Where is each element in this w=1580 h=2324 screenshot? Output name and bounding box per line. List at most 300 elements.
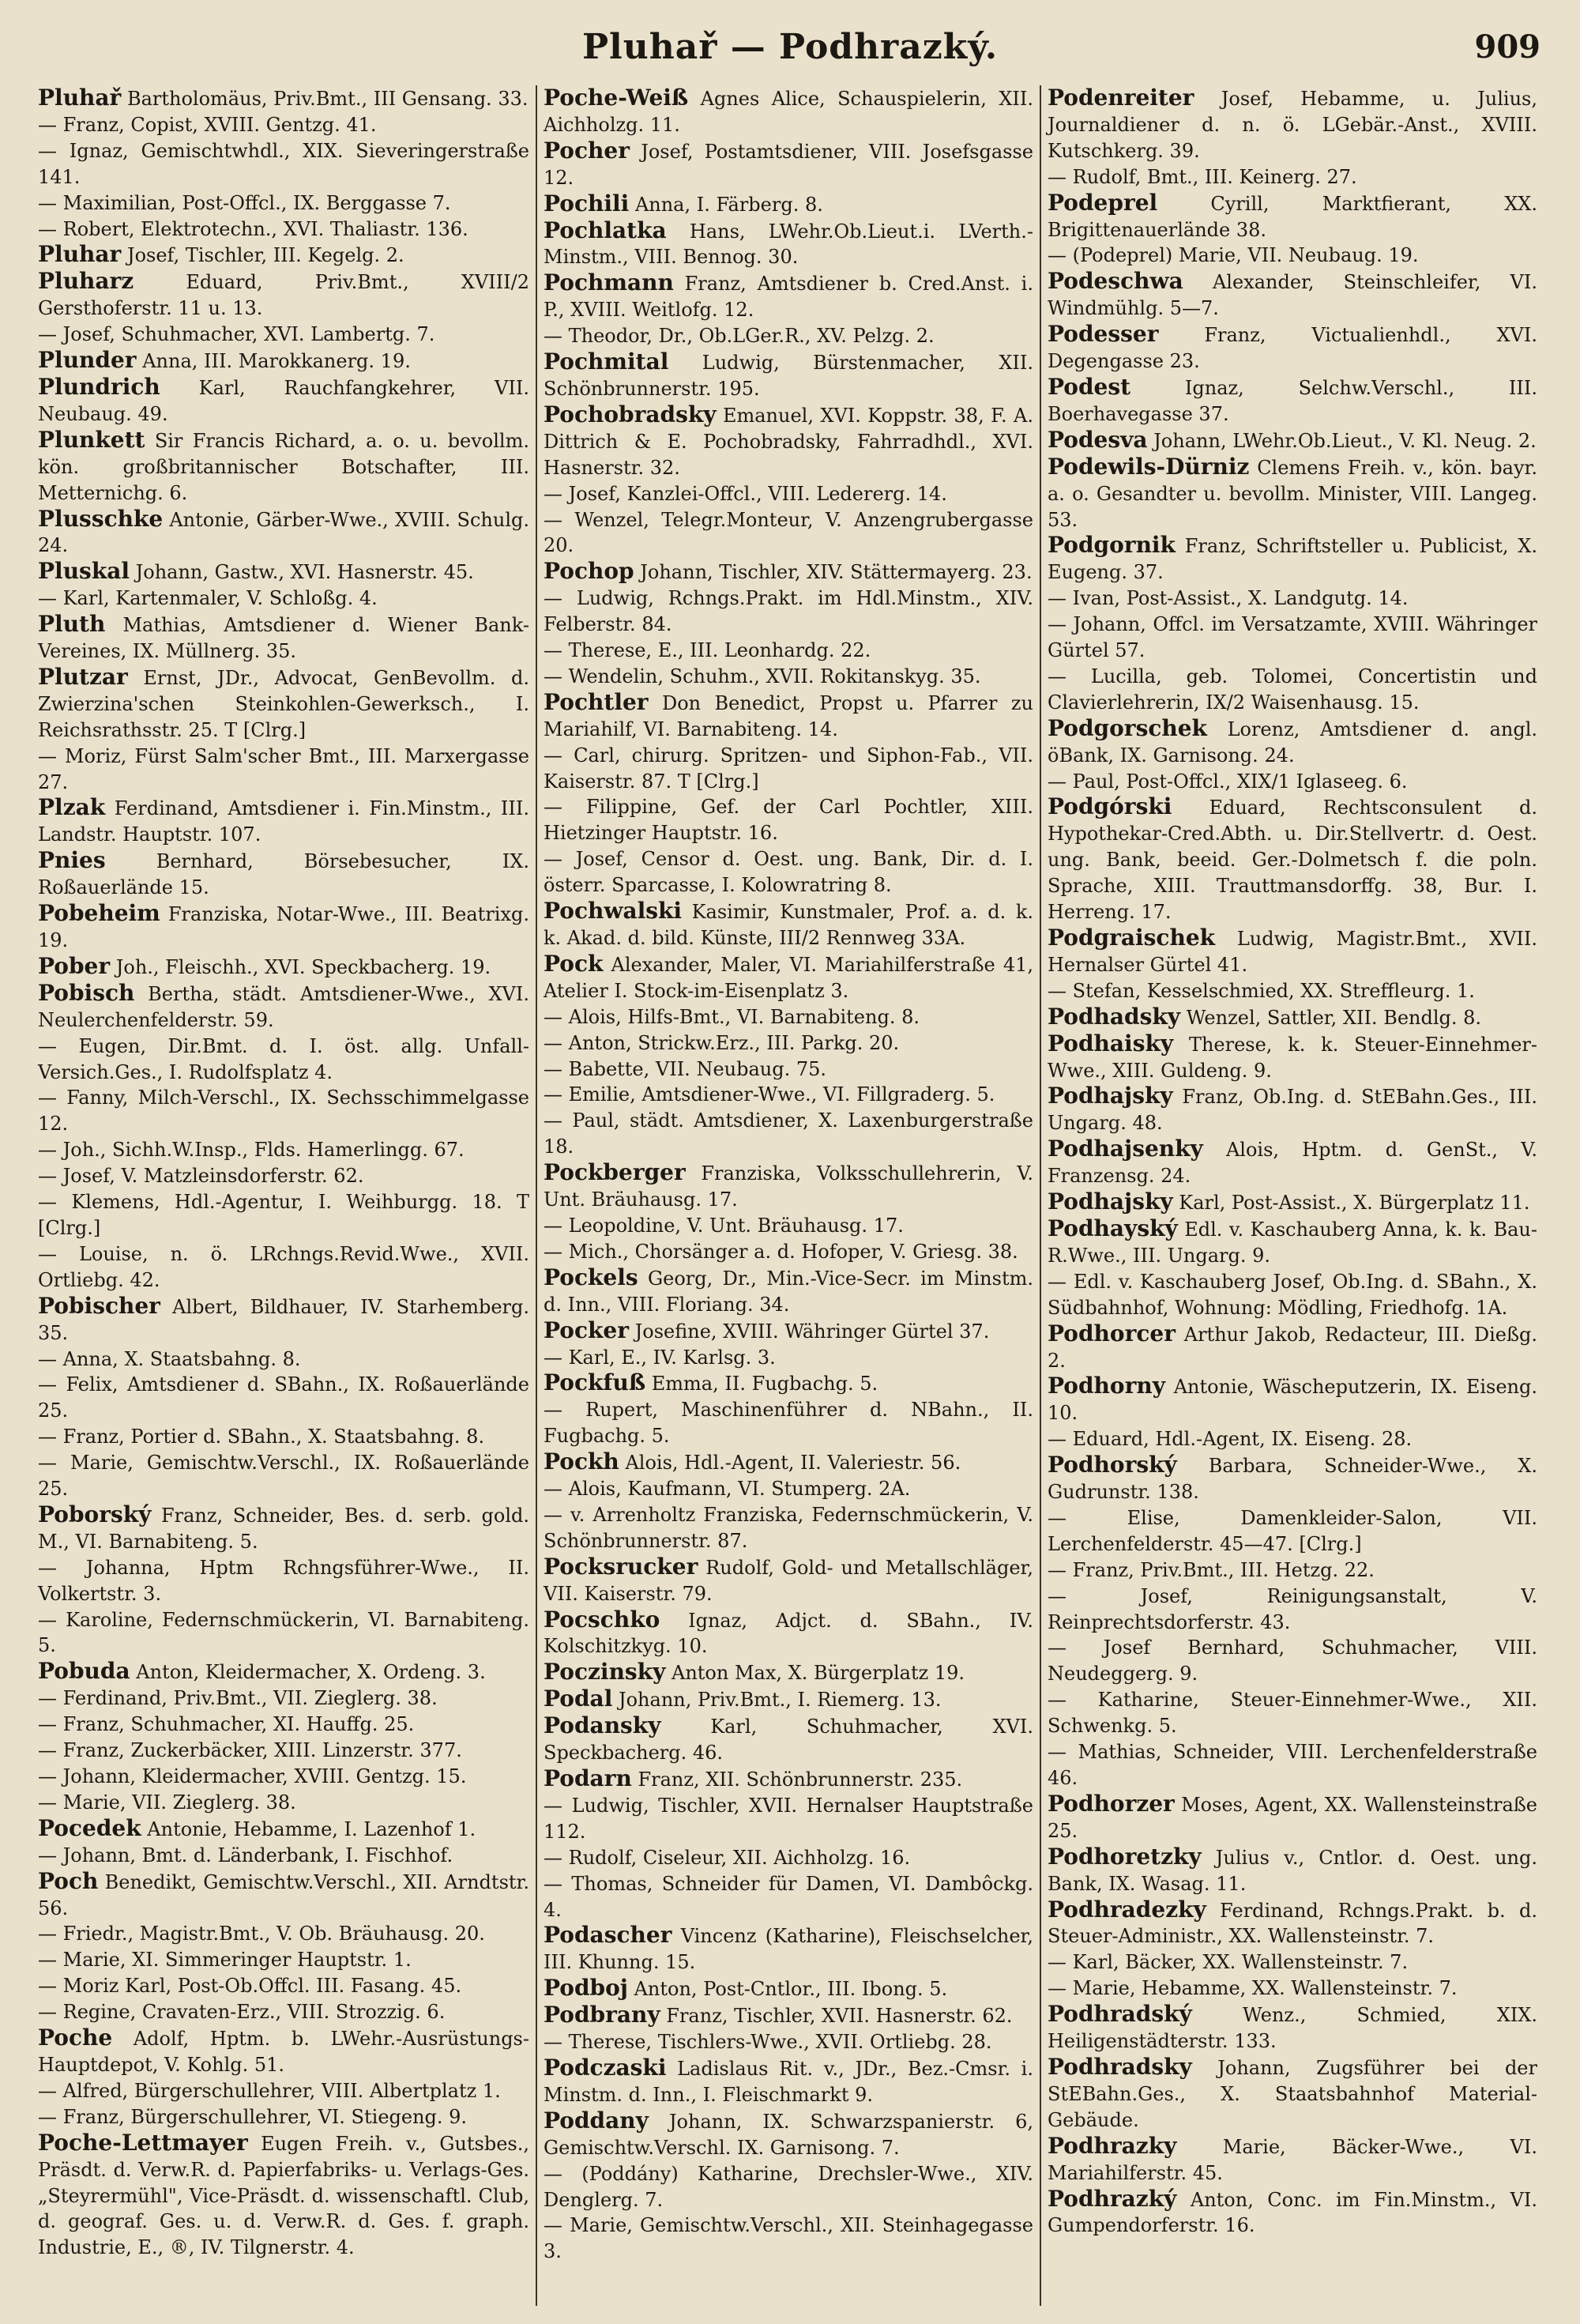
directory-entry [38,612,529,665]
directory-entry [544,690,1033,743]
entry-details: — Alois, Hilfs-Bmt., VI. Barnabiteng. 8. [544,1005,920,1028]
entry-details: Franziska, Volksschullehrerin, V. Unt. Bräuhausg. 17. [544,1162,1033,1211]
directory-entry [38,1816,529,1843]
entry-surname: Pochili [544,190,630,217]
directory-entry [38,744,529,796]
entry-details: — Paul, Post-Offcl., XIX/1 Iglaseeg. 6. [1048,770,1408,793]
entry-surname: Podboj [544,1975,628,2002]
entry-details: Wenzel, Sattler, XII. Bendlg. 8. [1186,1006,1482,1029]
entry-details: Moses, Agent, XX. Wallensteinstraße 25. [1048,1793,1537,1842]
entry-surname: Pockberger [544,1159,686,1186]
entry-surname: Poche-Weiß [544,85,689,111]
entry-details: Edl. v. Kaschauberg Anna, k. k. Bau-R.Wwe., III. Ungarg. 9. [1048,1218,1537,1267]
entry-details: Anton Max, X. Bürgerplatz 19. [672,1662,965,1685]
entry-details: — Rudolf, Bmt., III. Keinerg. 27. [1048,165,1357,188]
directory-entry [1048,978,1537,1004]
directory-entry [1048,269,1537,322]
directory-entry [544,638,1033,664]
entry-details: — Franz, Portier d. SBahn., X. Staatsbahng. 8. [38,1426,485,1448]
directory-entry [38,2025,529,2078]
entry-surname: Poborský [38,1501,152,1527]
entry-surname: Podal [544,1686,613,1712]
entry-details: Franz, Victualienhdl., XVI. Degengasse 23. [1048,324,1537,373]
directory-entry [544,2108,1033,2161]
directory-entry [1048,533,1537,586]
entry-surname: Podhayský [1048,1215,1178,1241]
directory-entry [1048,454,1537,533]
entry-details: Anton, Conc. im Fin.Minstm., VI. Gumpendorferstr. 16. [1048,2188,1537,2237]
directory-entry [544,1766,1033,1793]
entry-details: Ludwig, Magistr.Bmt., XVII. Hernalser Gürtel 41. [1048,928,1537,976]
entry-details: Wenz., Schmied, XIX. Heiligenstädterstr. 133. [1048,2004,1537,2053]
directory-entry [1048,1584,1537,1636]
entry-details: — Marie, Gemischtw.Verschl., IX. Roßauerlände 25. [38,1452,529,1501]
directory-entry [544,1004,1033,1030]
directory-entry [1048,1216,1537,1269]
directory-entry [38,1659,529,1686]
directory-entry [38,348,529,375]
entry-details: Don Benedict, Propst u. Pfarrer zu Mariahilf, VI. Barnabiteng. 14. [544,691,1033,740]
entry-surname: Pobischer [38,1292,160,1319]
entry-details: — Franz, Copist, XVIII. Gentzg. 41. [38,113,377,136]
directory-entry [1048,925,1537,978]
entry-details: Franz, Schneider, Bes. d. serb. gold. M., VI. Barnabiteng. 5. [38,1504,529,1553]
directory-entry [1048,794,1537,925]
entry-details: — Edl. v. Kaschauberg Josef, Ob.Ing. d. SBahn., X. Südbahnhof, Wohnung: Mödling, Friedhofg. 1A. [1048,1270,1537,1319]
entry-details: — Katharine, Steuer-Einnehmer-Wwe., XII. Schwenkg. 5. [1048,1689,1537,1738]
directory-entry [1048,2134,1537,2187]
directory-entry [38,138,529,190]
entry-details: Ernst, JDr., Advocat, GenBevollm. d. Zwierzina'schen Steinkohlen-Gewerksch., I. Reichsrathsstr. 25. T [Clrg.] [38,666,529,741]
directory-entry [544,559,1033,586]
directory-entry [544,481,1033,507]
directory-entry [38,2104,529,2130]
entry-details: — Friedr., Magistr.Bmt., V. Ob. Bräuhausg. 20. [38,1923,485,1945]
directory-entry [544,218,1033,271]
entry-surname: Podhoretzky [1048,1843,1202,1870]
entry-surname: Podhajsky [1048,1083,1173,1109]
directory-entry [1048,716,1537,769]
entry-details: Emanuel, XVI. Koppstr. 38, F. A. Dittrich & E. Pochobradsky, Fahrradhdl., XVI. Hasnerstr. 32. [544,404,1033,479]
entry-details: — Leopoldine, V. Unt. Bräuhausg. 17. [544,1214,904,1237]
entry-details: Ignaz, Selchw.Verschl., III. Boerhavegasse 37. [1048,376,1537,425]
directory-entry [544,1160,1033,1213]
entry-details: Anna, I. Färberg. 8. [634,193,823,216]
entry-details: — Johann, Bmt. d. Länderbank, I. Fischhof. [38,1844,453,1866]
directory-entry [1048,2002,1537,2055]
entry-surname: Podesva [1048,426,1148,453]
entry-surname: Plutzar [38,663,128,690]
entry-details: — Ludwig, Rchngs.Prakt. im Hdl.Minstm., XIV. Felberstr. 84. [544,587,1033,636]
directory-entry [1048,2055,1537,2134]
entry-surname: Podgorschek [1048,714,1207,741]
directory-entry [38,1712,529,1738]
entry-details: — Franz, Zuckerbäcker, XIII. Linzerstr. 377. [38,1739,462,1762]
entry-surname: Pocksrucker [544,1553,698,1580]
directory-entry [38,85,529,112]
directory-entry [1048,1004,1537,1031]
directory-entry [544,1871,1033,1923]
directory-entry [1048,85,1537,164]
entry-details: — Stefan, Kesselschmied, XX. Streffleurg. 1. [1048,979,1475,1002]
entry-details: Marie, Bäcker-Wwe., VI. Mariahilferstr. 45. [1048,2135,1537,2184]
directory-entry [544,1318,1033,1345]
entry-surname: Poddany [544,2107,649,2134]
directory-entry [38,1973,529,1999]
entry-details: Bertha, städt. Amtsdiener-Wwe., XVI. Neulerchenfelderstr. 59. [38,982,529,1031]
entry-details: — Josef, Censor d. Oest. ung. Bank, Dir. d. I. österr. Sparcasse, I. Kolowratring 8. [544,848,1033,897]
entry-details: Anna, III. Marokkanerg. 19. [142,350,411,373]
entry-surname: Pochtler [544,688,649,715]
directory-entry [1048,1083,1537,1136]
entry-details: Johann, Gastw., XVI. Hasnerstr. 45. [135,561,474,584]
directory-entry [544,1108,1033,1160]
entry-details: — Theodor, Dr., Ob.LGer.R., XV. Pelzg. 2. [544,325,935,348]
entry-details: — Karl, E., IV. Karlsg. 3. [544,1346,776,1369]
entry-details: Bartholomäus, Priv.Bmt., III Gensang. 33. [126,88,529,110]
directory-entry [544,1397,1033,1449]
directory-entry [38,954,529,981]
directory-entry [1048,1321,1537,1374]
directory-entry [38,559,529,586]
directory-entry [38,1189,529,1241]
entry-details: Hans, LWehr.Ob.Lieut.i. LVerth.-Minstm., VIII. Bennog. 30. [544,220,1033,269]
directory-entry [544,1845,1033,1871]
directory-entry [544,2055,1033,2108]
entry-details: Ludwig, Bürstenmacher, XII. Schönbrunnerstr. 195. [544,352,1033,400]
entry-details: Cyrill, Marktfierant, XX. Brigittenauerlände 38. [1048,192,1537,241]
directory-entry [544,1476,1033,1502]
entry-details: — Anna, X. Staatsbahng. 8. [38,1347,301,1370]
entry-details: Josefine, XVIII. Währinger Gürtel 37. [634,1320,990,1343]
entry-surname: Podhradsky [1048,2053,1192,2080]
directory-entry [544,2029,1033,2055]
directory-entry [38,1294,529,1347]
entry-details: Franz, Tischler, XVII. Hasnerstr. 62. [666,2005,1013,2028]
entry-details: — Franz, Priv.Bmt., III. Hetzg. 22. [1048,1558,1375,1581]
entry-details: — Ludwig, Tischler, XVII. Hernalser Hauptstraße 112. [544,1794,1033,1843]
entry-surname: Pochobradsky [544,401,717,428]
entry-details: — v. Arrenholtz Franziska, Federnschmückerin, V. Schönbrunnerstr. 87. [544,1503,1033,1552]
directory-entry [1048,1739,1537,1791]
entry-details: — Josef, Kanzlei-Offcl., VIII. Ledererg. 14. [544,482,947,505]
directory-entry [38,1921,529,1947]
entry-details: Eduard, Rechtsconsulent d. Hypothekar-Cred.Abth. u. Dir.Stellvertr. d. Oest. ung. Bank, beeid. Ger.-Dolmetsch f. die poln. Sprache, XIII. Trauttmansdorffg. 38, Bur. I. Herreng. 17. [1048,797,1537,924]
entry-surname: Plunder [38,347,137,374]
entry-details: — Marie, Gemischtw.Verschl., XII. Steinhagegasse 3. [544,2214,1033,2263]
entry-details: Franziska, Notar-Wwe., III. Beatrixg. 19. [38,903,529,951]
entry-details: Kasimir, Kunstmaler, Prof. a. d. k. k. Akad. d. bild. Künste, III/2 Rennweg 33A. [544,901,1033,949]
directory-entry [1048,1136,1537,1189]
entry-details: — Ivan, Post-Assist., X. Landgutg. 14. [1048,587,1409,610]
entry-details: — Josef, V. Matzleinsdorferstr. 62. [38,1165,364,1188]
entry-details: Antonie, Hebamme, I. Lazenhof 1. [147,1817,476,1840]
entry-surname: Pober [38,952,111,979]
directory-entry [38,665,529,744]
directory-entry [544,349,1033,402]
directory-entry [38,1843,529,1869]
entry-details: Ignaz, Adjct. d. SBahn., IV. Kolschitzkyg. 10. [544,1609,1033,1658]
entry-details: — Johann, Kleidermacher, XVIII. Gentzg. 15. [38,1765,467,1787]
directory-entry [544,1082,1033,1108]
directory-entry [38,1999,529,2025]
directory-entry [544,1713,1033,1766]
entry-details: Karl, Post-Assist., X. Bürgerplatz 11. [1179,1192,1530,1215]
entry-details: Josef, Postamtsdiener, VIII. Josefsgasse 12. [544,140,1033,189]
entry-details: — Ignaz, Gemischtwhdl., XIX. Sieveringerstraße 141. [38,139,529,188]
directory-entry [1048,428,1537,454]
entry-surname: Podeschwa [1048,268,1183,295]
entry-surname: Pockels [544,1264,638,1290]
entry-details: Lorenz, Amtsdiener d. angl. öBank, IX. Garnisong. 24. [1048,718,1537,767]
entry-details: Vincenz (Katharine), Fleischselcher, III. Khunng. 15. [544,1925,1033,1974]
entry-details: Antonie, Gärber-Wwe., XVIII. Schulg. 24. [38,508,529,557]
directory-entry [1048,612,1537,664]
entry-details: — Mathias, Schneider, VIII. Lerchenfelderstraße 46. [1048,1741,1537,1789]
entry-details: Alexander, Steinschleifer, VI. Windmühlg. 5—7. [1048,271,1537,320]
directory-entry [38,1347,529,1373]
entry-surname: Podhradezky [1048,1896,1206,1923]
directory-entry [544,507,1033,559]
directory-entry [1048,769,1537,795]
directory-entry [544,270,1033,323]
directory-entry [544,1976,1033,2002]
entry-details: Alois, Hptm. d. GenSt., V. Franzensg. 24. [1048,1139,1537,1188]
directory-entry [1048,586,1537,612]
page-header [32,22,1548,70]
entry-details: — Babette, VII. Neubaug. 75. [544,1057,827,1080]
directory-entry [1048,243,1537,269]
entry-details: — Eduard, Hdl.-Agent, IX. Eiseng. 28. [1048,1428,1413,1451]
entry-details: — Franz, Schuhmacher, XI. Hauffg. 25. [38,1713,415,1736]
entry-details: — Joh., Sichh.W.Insp., Flds. Hamerlingg. 67. [38,1139,465,1162]
directory-entry [38,1163,529,1189]
directory-entry [544,85,1033,138]
directory-entry [38,586,529,612]
entry-details: Joh., Fleischh., XVI. Speckbacherg. 19. [115,955,491,978]
column-3 [1040,85,1544,2306]
directory-entry [1048,322,1537,375]
directory-entry [1048,1844,1537,1897]
directory-entry [1048,1031,1537,1084]
entry-details: — Rudolf, Ciseleur, XII. Aichholzg. 16. [544,1846,911,1869]
directory-entry [544,1030,1033,1057]
entry-surname: Plzak [38,794,106,821]
entry-details: Alois, Hdl.-Agent, II. Valeriestr. 56. [625,1452,961,1475]
entry-surname: Podgórski [1048,793,1172,820]
entry-details: — Wendelin, Schuhm., XVII. Rokitanskyg. 35. [544,665,981,687]
directory-entry [1048,1189,1537,1216]
directory-entry [38,1764,529,1790]
entry-surname: Podhorcer [1048,1320,1176,1347]
entry-details: Johann, Zugsführer bei der StEBahn.Ges., X. Staatsbahnhof Material-Gebäude. [1048,2056,1537,2131]
directory-entry [544,743,1033,795]
entry-surname: Plunkett [38,426,145,453]
directory-entry [544,898,1033,951]
entry-details: — Therese, Tischlers-Wwe., XVII. Ortliebg. 28. [544,2031,992,2054]
entry-details: — Eugen, Dir.Bmt. d. I. öst. allg. Unfall-Versich.Ges., I. Rudolfsplatz 4. [38,1034,529,1083]
entry-surname: Pluharz [38,268,134,295]
directory-entry [1048,1373,1537,1426]
directory-entry [1048,190,1537,243]
entry-details: — Rupert, Maschinenführer d. NBahn., II. Fugbachg. 5. [544,1399,1033,1448]
directory-entry [544,794,1033,846]
entry-details: Georg, Dr., Min.-Vice-Secr. im Minstm. d. Inn., VIII. Floriang. 34. [544,1267,1033,1316]
entry-details: Johann, Priv.Bmt., I. Riemerg. 13. [618,1689,942,1712]
directory-entry [544,138,1033,191]
directory-entry [38,375,529,428]
entry-details: Johann, LWehr.Ob.Lieut., V. Kl. Neug. 2. [1153,429,1537,452]
directory-entry [38,507,529,559]
entry-details: — Johann, Offcl. im Versatzamte, XVIII. Währinger Gürtel 57. [1048,613,1537,662]
entry-details: Anton, Kleidermacher, X. Ordeng. 3. [136,1661,486,1684]
directory-entry [544,1659,1033,1686]
entry-details: — Marie, XI. Simmeringer Hauptstr. 1. [38,1949,412,1972]
directory-entry [38,1947,529,1973]
directory-entry [1048,375,1537,428]
entry-details: — Marie, Hebamme, XX. Wallensteinstr. 7. [1048,1977,1458,2000]
entry-details: — Anton, Strickw.Erz., III. Parkg. 20. [544,1031,900,1054]
directory-entry [544,191,1033,218]
directory-entry [544,2213,1033,2265]
directory-entry [38,1607,529,1659]
entry-surname: Pochmann [544,269,674,296]
entry-details: — Regine, Cravaten-Erz., VIII. Strozzig. 6. [38,2001,446,2024]
entry-details: — Mich., Chorsänger a. d. Hofoper, V. Griesg. 38. [544,1240,1018,1263]
entry-surname: Podhorský [1048,1452,1177,1478]
directory-entry [544,586,1033,638]
entry-surname: Podarn [544,1765,632,1791]
entry-details: Karl, Rauchfangkehrer, VII. Neubaug. 49. [38,376,529,425]
entry-details: Johann, Tischler, XIV. Stättermayerg. 23. [640,561,1033,584]
entry-surname: Poche-Lettmayer [38,2129,248,2156]
directory-entry [544,664,1033,690]
directory-entry [1048,1897,1537,1950]
entry-details: — Filippine, Gef. der Carl Pochtler, XIII. Hietzinger Hauptstr. 16. [544,796,1033,845]
entry-details: Agnes Alice, Schauspielerin, XII. Aichholzg. 11. [544,88,1033,136]
entry-surname: Poche [38,2025,113,2051]
entry-surname: Pnies [38,847,106,874]
entry-details: — Moriz, Fürst Salm'scher Bmt., III. Marxergasse 27. [38,744,529,793]
entry-details: Franz, Amtsdiener b. Cred.Anst. i. P., XVIII. Weitlofg. 12. [544,273,1033,322]
directory-entry [38,901,529,954]
directory-entry [544,1923,1033,1976]
entry-surname: Pluhař [38,85,122,111]
entry-details: Anton, Post-Cntlor., III. Ibong. 5. [634,1978,948,2001]
directory-entry [544,1057,1033,1083]
directory-entry [544,1686,1033,1713]
entry-details: — Karoline, Federnschmückerin, VI. Barnabiteng. 5. [38,1608,529,1657]
directory-entry [544,1213,1033,1239]
entry-surname: Podhrazký [1048,2185,1177,2212]
column-1 [32,85,536,2306]
entry-details: Clemens Freih. v., kön. bayr. a. o. Gesandter u. bevollm. Minister, VIII. Langeg. 53. [1048,456,1537,531]
directory-entry [38,1502,529,1555]
entry-surname: Plusschke [38,505,164,532]
entry-details: Karl, Schuhmacher, XVI. Speckbacherg. 46. [544,1716,1033,1765]
entry-details: — Alfred, Bürgerschullehrer, VIII. Albertplatz 1. [38,2079,501,2102]
directory-entry [1048,1505,1537,1557]
entry-details: — Moriz Karl, Post-Ob.Offcl. III. Fasang. 45. [38,1975,462,1998]
directory-entry [1048,1635,1537,1687]
entry-details: — (Poddány) Katharine, Drechsler-Wwe., XIV. Denglerg. 7. [544,2162,1033,2211]
entry-details: Antonie, Wäscheputzerin, IX. Eiseng. 10. [1048,1376,1537,1425]
directory-entry [544,1607,1033,1660]
directory-entry [38,1738,529,1764]
entry-surname: Pluhar [38,241,122,268]
entry-details: Franz, XII. Schönbrunnerstr. 235. [638,1768,963,1791]
entry-surname: Pochmital [544,348,669,375]
entry-details: — Josef, Schuhmacher, XVI. Lambertg. 7. [38,323,435,346]
directory-entry [38,1137,529,1163]
entry-details: — Wenzel, Telegr.Monteur, V. Anzengrubergasse 20. [544,508,1033,557]
entry-surname: Pochop [544,558,634,585]
entry-details: Therese, k. k. Steuer-Einnehmer-Wwe., XIII. Guldeng. 9. [1048,1033,1537,1082]
entry-details: Ladislaus Rit. v., JDr., Bez.-Cmsr. i. Minstm. d. Inn., I. Fleischmarkt 9. [544,2057,1033,2106]
entry-details: — Emilie, Amtsdiener-Wwe., VI. Fillgraderg. 5. [544,1083,995,1106]
entry-details: — Josef Bernhard, Schuhmacher, VIII. Neudeggerg. 9. [1048,1637,1537,1686]
entry-details: — Johanna, Hptm Rchngsführer-Wwe., II. Volkertstr. 3. [38,1556,529,1605]
entry-details: Albert, Bildhauer, IV. Starhemberg. 35. [38,1295,529,1344]
directory-entry [544,846,1033,898]
entry-surname: Podeprel [1048,189,1158,216]
entry-details: Emma, II. Fugbachg. 5. [651,1373,878,1396]
entry-surname: Podhrazky [1048,2132,1177,2159]
directory-entry [38,112,529,138]
entry-surname: Pobeheim [38,900,160,927]
entry-surname: Pocschko [544,1606,660,1633]
entry-surname: Poczinsky [544,1659,666,1686]
directory-entry [544,2002,1033,2029]
directory-entry [1048,664,1537,716]
directory-entry [38,269,529,322]
directory-entry [544,1239,1033,1265]
entry-details: Franz, Ob.Ing. d. StEBahn.Ges., III. Ungarg. 48. [1048,1086,1537,1135]
entry-details: Johann, IX. Schwarzspanierstr. 6, Gemischtw.Verschl. IX. Garnisong. 7. [544,2110,1033,2159]
entry-surname: Pochwalski [544,898,683,925]
entry-details: — Louise, n. ö. LRchngs.Revid.Wwe., XVII. Ortliebg. 42. [38,1242,529,1291]
directory-entry [1048,1269,1537,1321]
entry-surname: Podhajsenky [1048,1136,1203,1162]
directory-columns [32,85,1544,2306]
entry-surname: Podenreiter [1048,85,1194,111]
entry-details: — Therese, E., III. Leonhardg. 22. [544,639,871,662]
entry-surname: Pobisch [38,979,135,1006]
directory-entry [38,981,529,1034]
entry-surname: Pockh [544,1448,619,1475]
directory-entry [38,1790,529,1816]
directory-entry [544,1793,1033,1845]
entry-details: Josef, Tischler, III. Kegelg. 2. [126,244,404,267]
directory-entry [544,1265,1033,1318]
directory-entry [38,1686,529,1712]
entry-surname: Podgraischek [1048,925,1216,951]
entry-surname: Podbrany [544,2002,660,2028]
directory-entry [38,1869,529,1922]
entry-details: — Fanny, Milch-Verschl., IX. Sechsschimmelgasse 12. [38,1087,529,1136]
page-number: 909 [1474,28,1540,66]
entry-details: Josef, Hebamme, u. Julius, Journaldiener d. n. ö. LGebär.-Anst., XVIII. Kutschkerg. 39. [1048,88,1537,162]
directory-entry [38,322,529,348]
entry-surname: Pocedek [38,1814,141,1841]
directory-entry [38,1424,529,1450]
entry-surname: Podesser [1048,321,1159,348]
directory-entry [544,1370,1033,1397]
entry-surname: Podgornik [1048,532,1176,559]
directory-entry [544,1502,1033,1554]
directory-entry [544,323,1033,349]
entry-details: — Ferdinand, Priv.Bmt., VII. Zieglerg. 38. [38,1687,438,1710]
